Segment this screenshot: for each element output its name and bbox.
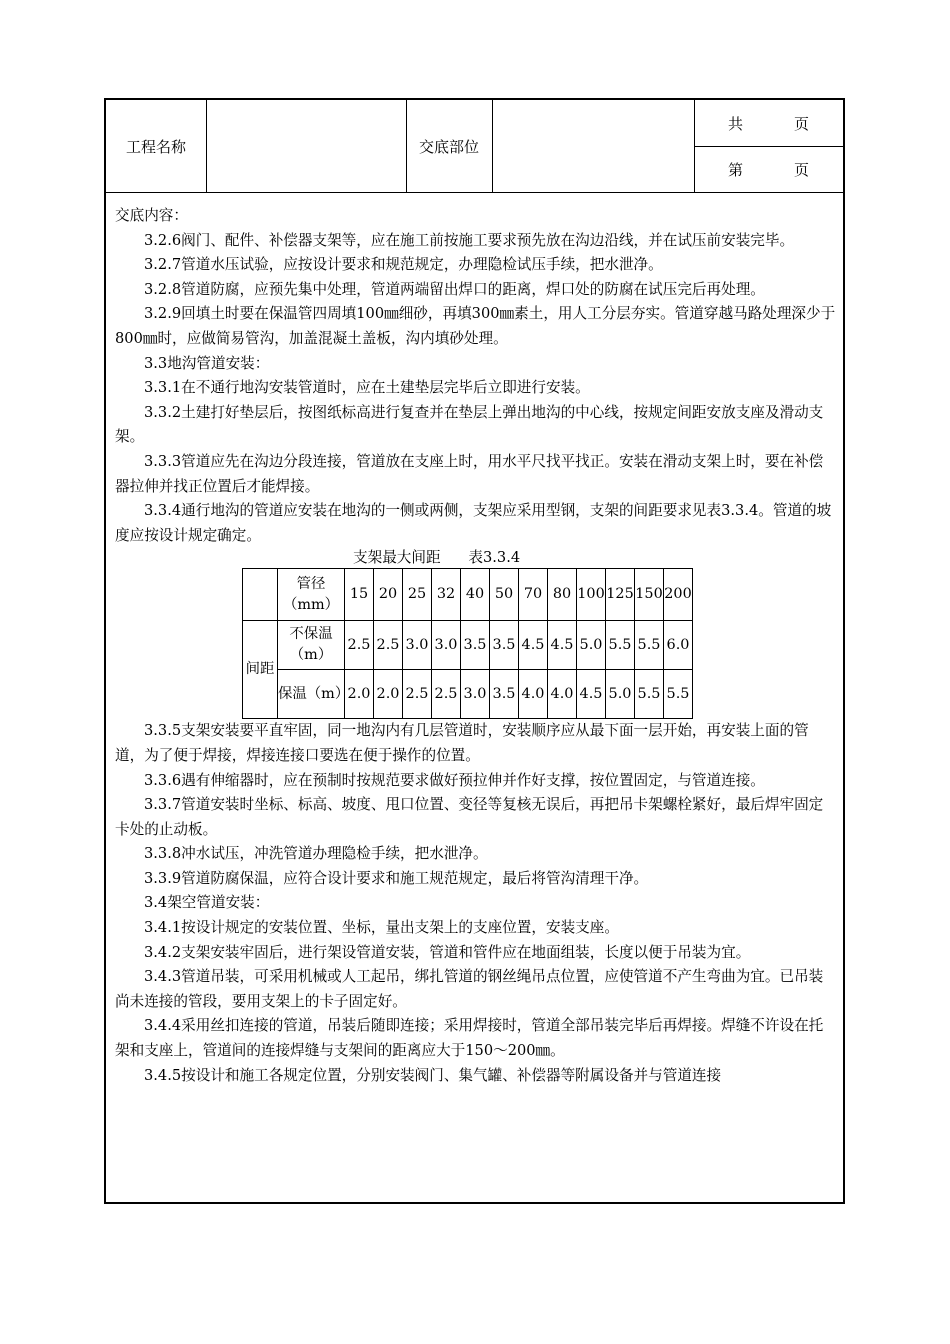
section-heading: 3.3地沟管道安装： bbox=[144, 354, 270, 372]
diameter-cell: 20 bbox=[374, 569, 403, 621]
row-label: 不保温（m） bbox=[278, 621, 345, 670]
value-cell: 4.0 bbox=[548, 670, 577, 719]
value-cell: 5.5 bbox=[635, 621, 664, 670]
value-cell: 4.5 bbox=[519, 621, 548, 670]
value-cell: 3.0 bbox=[461, 670, 490, 719]
table-caption: 支架最大间距 表3.3.4 bbox=[353, 549, 521, 567]
paragraph: 3.3.3管道应先在沟边分段连接，管道放在支座上时，用水平尺找平找正。安装在滑动支架上时，要在补偿器拉伸并找正位置后才能焊接。 bbox=[115, 452, 824, 495]
paragraph: 3.4.1按设计规定的安装位置、坐标，量出支架上的支座位置，安装支座。 bbox=[144, 919, 619, 937]
value-cell: 3.5 bbox=[490, 621, 519, 670]
table-corner bbox=[243, 569, 278, 621]
value-cell: 2.5 bbox=[345, 621, 374, 670]
paragraph: 3.4.5按设计和施工各规定位置，分别安装阀门、集气罐、补偿器等附属设备并与管道连接 bbox=[144, 1066, 722, 1084]
diameter-cell: 15 bbox=[345, 569, 374, 621]
value-cell: 2.5 bbox=[432, 670, 461, 719]
paragraph: 3.2.6阀门、配件、补偿器支架等，应在施工前按施工要求预先放在沟边沿线，并在试压前安装完毕。 bbox=[144, 231, 795, 249]
paragraph: 3.4.3管道吊装，可采用机械或人工起吊，绑扎管道的钢丝绳吊点位置，应使管道不产生弯曲为宜。已吊装尚未连接的管段，要用支架上的卡子固定好。 bbox=[115, 968, 824, 1010]
value-cell: 3.5 bbox=[490, 670, 519, 719]
value-cell: 2.5 bbox=[374, 621, 403, 670]
value-cell: 2.0 bbox=[374, 670, 403, 719]
diameter-cell: 70 bbox=[519, 569, 548, 621]
paragraph: 3.3.9管道防腐保温，应符合设计要求和施工规范规定，最后将管沟清理干净。 bbox=[144, 869, 649, 887]
paragraph: 3.3.2土建打好垫层后，按图纸标高进行复查并在垫层上弹出地沟的中心线，按规定间距安放支座及滑动支架。 bbox=[115, 403, 824, 446]
diameter-cell: 100 bbox=[577, 569, 606, 621]
value-cell: 4.5 bbox=[577, 670, 606, 719]
value-cell: 3.0 bbox=[432, 621, 461, 670]
project-name-value[interactable] bbox=[206, 100, 406, 192]
support-spacing-table bbox=[242, 568, 693, 719]
value-cell: 5.5 bbox=[606, 621, 635, 670]
paragraph: 3.2.7管道水压试验，应按设计要求和规范规定，办理隐检试压手续，把水泄净。 bbox=[144, 256, 663, 274]
value-cell: 6.0 bbox=[664, 621, 693, 670]
diameter-label: 管径（mm） bbox=[278, 569, 345, 621]
row-label: 保温（m） bbox=[278, 670, 345, 719]
disclosure-form bbox=[104, 98, 845, 1204]
location-value[interactable] bbox=[492, 100, 694, 192]
paragraph: 3.4.2支架安装牢固后，进行架设管道安装，管道和管件应在地面组装，长度以便于吊装为宜。 bbox=[144, 943, 751, 961]
project-name-label: 工程名称 bbox=[125, 137, 186, 156]
value-cell: 3.5 bbox=[461, 621, 490, 670]
value-cell: 5.0 bbox=[606, 670, 635, 719]
diameter-cell: 150 bbox=[635, 569, 664, 621]
value-cell: 4.0 bbox=[519, 670, 548, 719]
disclosure-content bbox=[115, 204, 837, 1088]
value-cell: 5.5 bbox=[635, 670, 664, 719]
diameter-cell: 40 bbox=[461, 569, 490, 621]
paragraph: 3.3.1在不通行地沟安装管道时，应在土建垫层完毕后立即进行安装。 bbox=[144, 379, 590, 397]
paragraph: 3.3.7管道安装时坐标、标高、坡度、甩口位置、变径等复核无误后，再把吊卡架螺栓紧好，最后焊牢固定卡处的止动板。 bbox=[115, 796, 824, 838]
paragraph: 3.3.4通行地沟的管道应安装在地沟的一侧或两侧，支架应采用型钢，支架的间距要求见表3.3.4。管道的坡度应按设计规定确定。 bbox=[115, 502, 832, 544]
value-cell: 2.5 bbox=[403, 670, 432, 719]
paragraph: 3.2.9回填土时要在保温管四周填100㎜细砂，再填300㎜素土，用人工分层夯实。管道穿越马路处理深少于800㎜时，应做简易管沟，加盖混凝土盖板，沟内填砂处理。 bbox=[115, 305, 836, 347]
value-cell: 3.0 bbox=[403, 621, 432, 670]
paragraph: 3.3.6遇有伸缩器时，应在预制时按规范要求做好预拉伸并作好支撑，按位置固定，与管道连接。 bbox=[144, 771, 765, 789]
diameter-cell: 125 bbox=[606, 569, 635, 621]
value-cell: 5.0 bbox=[577, 621, 606, 670]
page-number: 第 页 bbox=[728, 160, 810, 179]
value-cell: 5.5 bbox=[664, 670, 693, 719]
row-group-label: 间距 bbox=[243, 621, 278, 719]
section-heading: 3.4架空管道安装： bbox=[144, 894, 270, 912]
diameter-cell: 200 bbox=[664, 569, 693, 621]
value-cell: 2.0 bbox=[345, 670, 374, 719]
diameter-cell: 80 bbox=[548, 569, 577, 621]
diameter-cell: 50 bbox=[490, 569, 519, 621]
diameter-cell: 25 bbox=[403, 569, 432, 621]
form-header bbox=[106, 100, 843, 193]
diameter-cell: 32 bbox=[432, 569, 461, 621]
value-cell: 4.5 bbox=[548, 621, 577, 670]
total-pages: 共 页 bbox=[694, 100, 843, 147]
content-heading: 交底内容： bbox=[115, 207, 188, 224]
location-label: 交底部位 bbox=[418, 137, 479, 156]
paragraph: 3.3.8冲水试压，冲洗管道办理隐检手续，把水泄净。 bbox=[144, 845, 488, 863]
paragraph: 3.2.8管道防腐，应预先集中处理，管道两端留出焊口的距离，焊口处的防腐在试压完后再处理。 bbox=[144, 280, 765, 298]
paragraph: 3.4.4采用丝扣连接的管道，吊装后随即连接；采用焊接时，管道全部吊装完毕后再焊接。焊缝不许设在托架和支座上，管道间的连接焊缝与支架间的距离应大于150～200㎜。 bbox=[115, 1017, 824, 1060]
paragraph: 3.3.5支架安装要平直牢固，同一地沟内有几层管道时，安装顺序应从最下面一层开始，再安装上面的管道，为了便于焊接，焊接连接口要选在便于操作的位置。 bbox=[115, 722, 809, 764]
